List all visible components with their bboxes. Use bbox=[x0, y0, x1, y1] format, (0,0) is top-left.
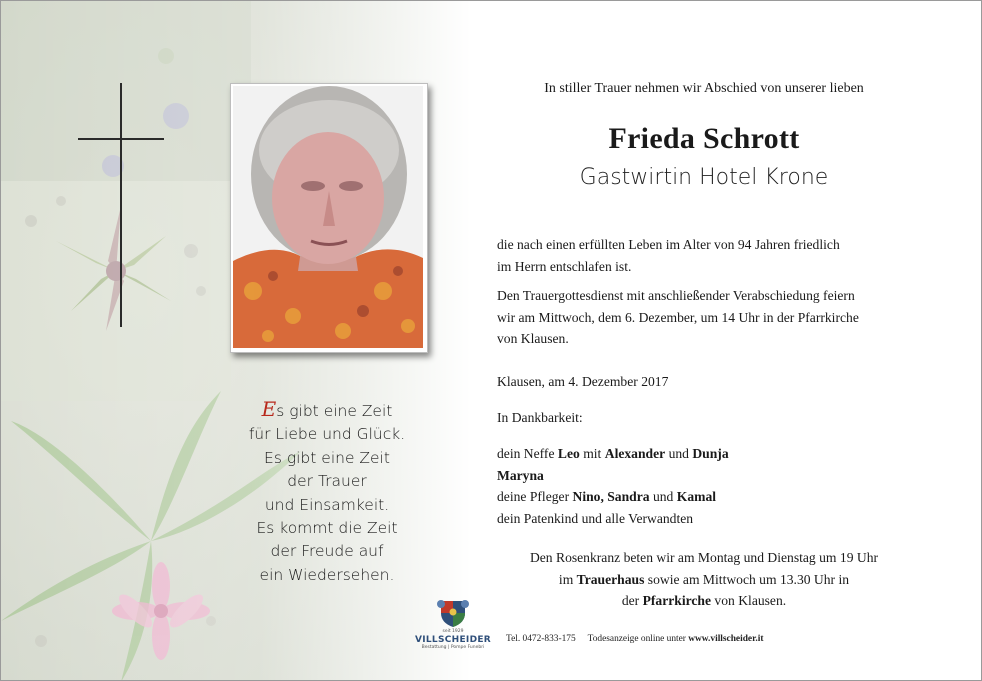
service-paragraph: Den Trauergottesdienst mit anschließender Verabschiedung feiern wir am Mittwoch, dem 6. Dezember, um 14 Uhr in der Pfarrkirche von Klausen. bbox=[497, 288, 859, 346]
passing-paragraph: die nach einen erfüllten Leben im Alter von 94 Jahren friedlich im Herrn entschlafen ist. bbox=[497, 237, 840, 274]
rosary-paragraph: Den Rosenkranz beten wir am Montag und Dienstag um 19 Uhr im Trauerhaus sowie am Mittwoch um 13.30 Uhr in der Pfarrkirche von Klausen. bbox=[529, 550, 879, 608]
contact-line: Tel. 0472-833-175 Todesanzeige online unter www.villscheider.it bbox=[506, 634, 764, 644]
coat-of-arms-icon bbox=[433, 595, 473, 629]
intro-text: In stiller Trauer nehmen wir Abschied von unserer lieben bbox=[544, 81, 864, 96]
mourners-line: dein Patenkind und alle Verwandten bbox=[497, 510, 694, 526]
poem-line: für Liebe und Glück. bbox=[248, 425, 406, 444]
website-link[interactable]: www.villscheider.it bbox=[688, 634, 764, 644]
phone-number: Tel. 0472-833-175 bbox=[506, 634, 576, 644]
mourners-line: dein Neffe Leo mit Alexander und Dunja bbox=[497, 446, 729, 461]
brand-name: VILLSCHEIDER bbox=[414, 635, 492, 645]
poem-line: Es gibt eine Zeit bbox=[261, 397, 393, 421]
mourners-line: deine Pfleger Nino, Sandra und Kamal bbox=[497, 489, 717, 504]
poem-line: der Trauer bbox=[287, 472, 367, 491]
thanks-heading: In Dankbarkeit: bbox=[497, 410, 583, 425]
poem-line: ein Wiedersehen. bbox=[259, 565, 395, 584]
deceased-name: Frieda Schrott bbox=[608, 122, 800, 155]
memorial-poem bbox=[227, 398, 427, 587]
mourners-line: Maryna bbox=[497, 467, 544, 483]
funeral-home-logo: seit 1929 VILLSCHEIDER Bestattung | Pompe Funebri bbox=[413, 595, 493, 657]
place-date: Klausen, am 4. Dezember 2017 bbox=[497, 374, 669, 389]
mourners-list bbox=[497, 443, 927, 529]
deceased-role: Gastwirtin Hotel Krone bbox=[579, 165, 829, 190]
cross-icon bbox=[75, 83, 167, 327]
poem-line: Es gibt eine Zeit bbox=[264, 448, 390, 467]
poem-line: Es kommt die Zeit bbox=[256, 519, 398, 538]
poem-line: und Einsamkeit. bbox=[264, 495, 390, 514]
portrait-photo bbox=[230, 83, 428, 353]
poem-line: der Freude auf bbox=[270, 542, 384, 561]
